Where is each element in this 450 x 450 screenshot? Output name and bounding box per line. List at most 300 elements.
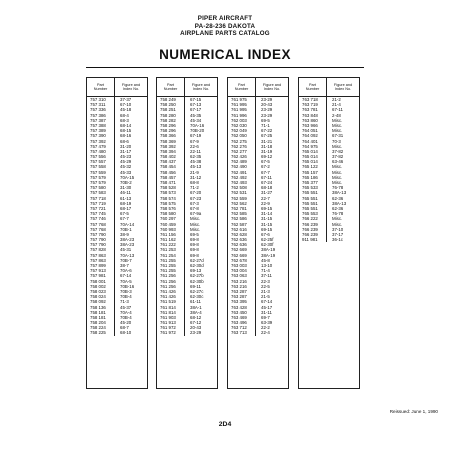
part-number: 758 224: [90, 325, 106, 331]
figure-index: 68-14: [120, 122, 132, 128]
part-number: 758 136: [90, 304, 106, 310]
part-number: 762 636: [231, 242, 247, 248]
part-number: 757 913: [90, 268, 106, 274]
part-number: 758 574: [160, 195, 176, 201]
figure-index: 76-78: [332, 211, 344, 217]
figure-index: 22-9: [261, 200, 270, 206]
part-number: 757 386: [90, 112, 106, 118]
part-number: 757 389: [90, 128, 106, 134]
title-rule: [86, 67, 364, 68]
part-number: 757 718: [90, 195, 106, 201]
part-number: 762 003: [231, 117, 247, 123]
header-model: PA-28-236 DAKOTA: [194, 22, 256, 30]
part-number: 757 790: [90, 242, 106, 248]
figure-index: 68-7: [120, 325, 129, 331]
figure-header-line2: Index No.: [122, 87, 140, 91]
part-number: 757 745: [90, 211, 106, 217]
part-number: 758 366: [160, 133, 176, 139]
figure-index: 69-8: [190, 247, 199, 253]
figure-header-line2: Index No.: [263, 87, 281, 91]
part-number: 763 287: [231, 294, 247, 300]
figure-index: 67-5: [261, 159, 270, 165]
part-number: 758 023: [90, 288, 106, 294]
column-header: [157, 78, 217, 97]
figure-index: 38A-19: [261, 247, 276, 253]
figure-index: 70A-14: [120, 221, 135, 227]
part-number: 761 156: [160, 231, 176, 237]
figure-index: 70B-4: [120, 314, 132, 320]
figure-index: 22-11: [190, 148, 201, 154]
part-number: 761 996: [231, 112, 247, 118]
figure-index: 23-29: [261, 112, 273, 118]
figure-header-line1: Figure and: [191, 82, 211, 87]
part-number: 757 583: [90, 190, 106, 196]
figure-index: Misc.: [190, 226, 201, 232]
part-number: 762 669: [231, 247, 247, 253]
header-company: PIPER AIRCRAFT: [197, 15, 253, 22]
figure-index: 22-7: [261, 195, 270, 201]
part-number: 765 014: [302, 148, 318, 154]
part-number: 757 558: [90, 164, 106, 170]
part-number: 762 636: [231, 237, 247, 243]
figure-index: 38A-19: [261, 252, 276, 258]
figure-index: 62-25f: [261, 237, 274, 243]
figure-index: 38A-23: [120, 237, 135, 243]
figure-index: 45-18: [120, 107, 132, 113]
part-number: 758 402: [160, 154, 176, 160]
part-number: 763 848: [302, 112, 318, 118]
part-number: 765 551: [302, 200, 318, 206]
figure-index: 67-7: [120, 216, 129, 222]
column-body: [299, 97, 359, 242]
figure-index: 68-8: [190, 180, 199, 185]
figure-index: 68-12: [190, 314, 202, 320]
part-number: 758 369: [160, 138, 176, 144]
part-number: 758 181: [90, 309, 106, 315]
table-row: [157, 330, 217, 335]
column-body: [157, 97, 217, 336]
part-number: 763 003: [231, 263, 247, 268]
part-number: 761 162: [160, 237, 176, 243]
part-number: 757 556: [90, 154, 106, 160]
part-number: 758 528: [160, 185, 176, 191]
part-number: 757 981: [90, 273, 106, 279]
part-number: 765 122: [302, 164, 318, 170]
figure-index: 22-5: [261, 283, 270, 289]
part-number: 760 459: [160, 221, 176, 227]
part-header-line2: Number: [93, 87, 108, 91]
figure-index: 70A-16: [190, 122, 205, 128]
figure-index: Misc.: [332, 128, 343, 134]
figure-index: 62-36: [332, 195, 344, 201]
part-number: 762 628: [231, 231, 247, 237]
figure-index: 69-8: [190, 252, 199, 258]
figure-index: 67-19: [190, 133, 202, 139]
figure-index: 36-1c: [332, 237, 343, 243]
part-number: 757 580: [90, 185, 106, 191]
figure-index: 67-11: [332, 107, 343, 113]
figure-index: 38A-4: [190, 309, 202, 315]
part-number: 757 311: [90, 102, 106, 108]
part-number: 763 216: [231, 283, 247, 289]
part-number: 757 557: [90, 159, 106, 165]
table-row: [87, 330, 147, 335]
part-number: 766 222: [302, 216, 318, 222]
figure-header-line1: Figure and: [121, 82, 141, 87]
figure-index: 62-30d: [190, 263, 204, 268]
figure-index: Misc.: [332, 169, 343, 175]
part-number: 758 392: [160, 143, 176, 149]
part-number: 757 828: [90, 247, 106, 253]
column-body: [228, 97, 288, 336]
part-number: 757 479: [90, 143, 106, 149]
part-number: 765 014: [302, 154, 318, 160]
part-header-line2: Number: [305, 87, 320, 91]
part-number: 758 024: [90, 294, 106, 300]
part-number: 763 712: [231, 325, 247, 331]
part-number: 758 280: [160, 112, 176, 118]
figure-index: 21-2: [332, 97, 341, 102]
figure-index: 38A-1: [190, 304, 202, 310]
part-number: 762 531: [231, 190, 247, 196]
part-number: 760 993: [160, 226, 176, 232]
figure-index: 71-1: [261, 122, 270, 128]
figure-index: 67-5: [120, 211, 129, 217]
part-number: 765 377: [302, 180, 318, 185]
figure-index: 38A-13: [332, 190, 347, 196]
part-number: 757 579: [90, 174, 106, 180]
part-number: 757 336: [90, 107, 106, 113]
part-number: 761 519: [160, 299, 176, 305]
figure-index: 68-15: [120, 128, 132, 134]
part-number: 757 387: [90, 117, 106, 123]
figure-header-line1: Figure and: [262, 82, 282, 87]
part-number: 761 814: [160, 309, 176, 315]
part-number: 758 181: [90, 314, 106, 320]
figure-index: 2-48: [332, 112, 341, 118]
figure-index: 68-6: [120, 138, 129, 144]
figure-index: Misc.: [332, 216, 343, 222]
part-number: 763 713: [231, 330, 247, 336]
figure-index: 31-11: [261, 309, 272, 315]
part-number: 757 899: [90, 263, 106, 268]
figure-index: 21-4: [332, 102, 341, 108]
part-number: 761 253: [160, 247, 176, 253]
part-number: 762 493: [231, 180, 247, 185]
part-number: 757 388: [90, 122, 106, 128]
part-number: 757 721: [90, 205, 106, 211]
part-number: 763 496: [231, 320, 247, 326]
figure-index: 21-9: [190, 169, 199, 175]
figure-index: 21-5: [261, 294, 270, 300]
figure-index: 62-30f: [261, 242, 274, 248]
part-number: 763 428: [231, 304, 247, 310]
part-number: 758 204: [90, 320, 106, 326]
part-number: 761 814: [160, 304, 176, 310]
figure-index: 69-13: [190, 268, 202, 274]
part-number: 761 972: [160, 325, 176, 331]
part-number: 758 580: [160, 211, 176, 217]
figure-index: 45-17: [261, 304, 273, 310]
figure-index: Misc.: [332, 221, 343, 227]
part-number: 762 030: [231, 122, 247, 128]
figure-index: 31-12: [190, 174, 202, 180]
part-number: 758 250: [160, 102, 176, 108]
part-number: 762 492: [231, 174, 247, 180]
figure-index: 62-27b: [190, 273, 204, 279]
figure-index: 45-32: [120, 164, 132, 170]
part-number: 758 471: [160, 180, 176, 185]
figure-index: 45-31: [120, 247, 132, 253]
figure-index: 67-6: [261, 231, 270, 237]
page-title: NUMERICAL INDEX: [159, 47, 291, 62]
figure-index: 67-11: [261, 174, 272, 180]
part-number: 763 860: [302, 117, 318, 123]
figure-index-header: [327, 78, 359, 96]
part-number: 763 063: [231, 273, 247, 279]
figure-index: 62-30c: [190, 294, 204, 300]
figure-index: 61-13: [120, 195, 132, 201]
part-number: 762 491: [231, 169, 247, 175]
part-number: 761 256: [160, 283, 176, 289]
table-row: [299, 237, 359, 242]
part-number: 757 768: [90, 226, 106, 232]
figure-index: 62-27d: [190, 257, 204, 263]
part-header-line1: Part: [97, 82, 104, 87]
part-number: 762 669: [231, 252, 247, 258]
part-number: 758 296: [160, 122, 176, 128]
figure-index: 70A-13: [120, 252, 135, 258]
figure-index: 67-9a: [190, 211, 202, 217]
figure-index: 70B-20: [190, 128, 205, 134]
figure-index: 45-23: [120, 154, 132, 160]
figure-index: 67-10: [120, 102, 132, 108]
part-header-line1: Part: [238, 82, 245, 87]
figure-index: 69-15: [261, 226, 273, 232]
part-number: 761 913: [160, 320, 176, 326]
part-number: 758 001: [90, 278, 106, 284]
part-number: 762 489: [231, 159, 247, 165]
part-number: 758 296: [160, 128, 176, 134]
figure-index: 67-2: [261, 164, 270, 170]
part-number: 766 239: [302, 226, 318, 232]
page-number: 2D4: [218, 421, 232, 428]
figure-header-line1: Figure and: [333, 82, 353, 87]
figure-index: 76-78: [332, 185, 344, 191]
figure-index: Misc.: [332, 122, 343, 128]
index-column-1: [86, 77, 148, 389]
figure-index-header: [115, 78, 147, 96]
column-divider: [114, 97, 115, 336]
part-number: 764 051: [302, 128, 318, 134]
part-number: 765 551: [302, 190, 318, 196]
figure-index: 69-8: [190, 237, 199, 243]
figure-index: 67-20: [190, 190, 202, 196]
part-number: 761 255: [160, 257, 176, 263]
part-number: 765 553: [302, 211, 318, 217]
index-column-4: [298, 77, 360, 389]
reissue-date: Reissued: June 1, 1990: [389, 409, 438, 414]
part-number: 762 426: [231, 154, 247, 160]
part-number: 762 275: [231, 138, 247, 144]
figure-index: 45-37: [120, 304, 132, 310]
figure-index: 70-3: [332, 138, 341, 144]
part-number: 766 239: [302, 221, 318, 227]
column-divider: [184, 97, 185, 336]
figure-index: 69-5: [190, 231, 199, 237]
figure-index: 37-11: [261, 273, 272, 279]
part-number: 761 426: [160, 294, 176, 300]
column-divider: [326, 97, 327, 242]
figure-index: 68-19: [120, 200, 132, 206]
part-number: 758 092: [90, 299, 106, 305]
table-row: [228, 330, 288, 335]
figure-index: 13-10: [261, 263, 273, 268]
part-number: 764 401: [302, 138, 318, 144]
figure-index: 70B-3: [120, 288, 132, 294]
figure-index: 69-12: [261, 154, 273, 160]
figure-index: 67-7: [261, 169, 270, 175]
part-number: 757 579: [90, 180, 106, 185]
part-number: 911 981: [302, 237, 318, 243]
figure-index: 31-17: [120, 148, 132, 154]
column-header: [87, 78, 147, 97]
column-header: [299, 78, 359, 97]
part-header-line1: Part: [167, 82, 174, 87]
figure-index: Misc.: [190, 221, 201, 227]
figure-index: 67-25: [261, 133, 273, 139]
part-number: 762 781: [231, 205, 247, 211]
figure-index: 69-8: [190, 242, 199, 248]
part-number: 762 559: [231, 195, 247, 201]
figure-index: 31-21: [261, 138, 273, 144]
figure-index: Misc.: [332, 174, 343, 180]
part-number: 758 573: [160, 190, 176, 196]
figure-index: 70A-5: [120, 278, 132, 284]
figure-index: 31-15: [261, 216, 273, 222]
part-number: 762 277: [231, 148, 247, 154]
part-number: 762 490: [231, 164, 247, 170]
figure-header-line2: Index No.: [334, 87, 352, 91]
figure-index: 68-4: [120, 112, 129, 118]
figure-index: 63-46: [332, 159, 344, 165]
part-number: 757 559: [90, 169, 106, 175]
part-header-line1: Part: [309, 82, 316, 87]
figure-index: 31-18: [261, 143, 273, 149]
figure-index: 45-8: [261, 257, 270, 263]
figure-index: 22-4: [261, 330, 270, 336]
figure-index: 70A-4: [120, 309, 132, 315]
figure-index: 45-33: [120, 169, 132, 175]
figure-index: 62-27c: [190, 288, 204, 294]
figure-index: 20-43: [190, 325, 202, 331]
figure-index: 70B-1: [120, 226, 132, 232]
part-number: 761 972: [160, 330, 176, 336]
part-number: 757 746: [90, 216, 106, 222]
part-number: 757 719: [90, 200, 106, 206]
figure-index: 67-31: [332, 133, 344, 139]
part-number: 757 480: [90, 148, 106, 154]
part-number: 758 225: [90, 330, 106, 336]
part-number: 760 297: [160, 216, 176, 222]
part-number: 758 456: [160, 169, 176, 175]
figure-index: 67-24: [261, 180, 273, 185]
column-header: [228, 78, 288, 97]
column-divider: [255, 97, 256, 336]
part-number: 758 002: [90, 283, 106, 289]
figure-index: 22-2: [261, 325, 270, 331]
part-header-line2: Number: [234, 87, 249, 91]
part-number: 762 587: [231, 221, 247, 227]
figure-index: 38-9: [120, 231, 129, 237]
part-number: 761 426: [160, 288, 176, 294]
figure-index: 20-43: [261, 102, 273, 108]
figure-index: 31-20: [120, 143, 132, 149]
part-number: 757 310: [90, 97, 106, 102]
index-column-3: [227, 77, 289, 389]
figure-header-line2: Index No.: [192, 87, 210, 91]
figure-index: 67-14: [120, 273, 132, 279]
part-number: 765 551: [302, 195, 318, 201]
part-number: 762 678: [231, 257, 247, 263]
part-number: 758 437: [160, 159, 176, 165]
part-number: 758 394: [160, 148, 176, 154]
figure-index: 70B-4: [120, 294, 132, 300]
figure-index: 67-13: [190, 102, 202, 108]
part-number: 763 469: [231, 314, 247, 320]
figure-index: 61-11: [190, 299, 201, 305]
figure-index: 62-30b: [190, 278, 204, 284]
part-number: 762 586: [231, 216, 247, 222]
part-number: 763 395: [231, 299, 247, 305]
figure-index: 67-14: [261, 299, 273, 305]
part-number: 764 975: [302, 143, 318, 149]
part-header-line2: Number: [163, 87, 178, 91]
figure-index: 38A-13: [332, 200, 347, 206]
part-number-header: [228, 78, 256, 96]
part-number: 762 049: [231, 128, 247, 134]
figure-index: 37-10: [332, 226, 344, 232]
column-body: [87, 97, 147, 336]
part-number: 758 249: [160, 97, 176, 102]
part-number: 758 576: [160, 205, 176, 211]
figure-index-header: [185, 78, 217, 96]
figure-index: 67-12: [190, 320, 202, 326]
part-number: 762 616: [231, 226, 247, 232]
figure-index: 45-13: [190, 164, 202, 170]
figure-index: 37-82: [332, 154, 344, 160]
part-number: 763 718: [302, 97, 318, 102]
figure-index: 67-22: [261, 128, 273, 134]
figure-index: 31-30: [120, 185, 132, 191]
figure-index: 69-5: [261, 117, 270, 123]
figure-index: 63-39: [261, 320, 273, 326]
part-number: 765 014: [302, 159, 318, 165]
figure-index: 68-3: [120, 117, 129, 123]
part-number: 763 004: [231, 268, 247, 274]
figure-index: 23-29: [261, 97, 273, 102]
figure-index: 68-16: [120, 133, 132, 139]
figure-index: 38-7: [120, 263, 129, 268]
part-number: 758 251: [160, 107, 176, 113]
figure-index: 67-8: [190, 205, 199, 211]
figure-index: 23-29: [261, 107, 273, 113]
figure-index: 68-18: [261, 185, 273, 191]
figure-index: 70B-2: [120, 180, 132, 185]
part-number-header: [299, 78, 327, 96]
part-number: 763 216: [231, 278, 247, 284]
figure-index: 31-19: [261, 148, 273, 154]
